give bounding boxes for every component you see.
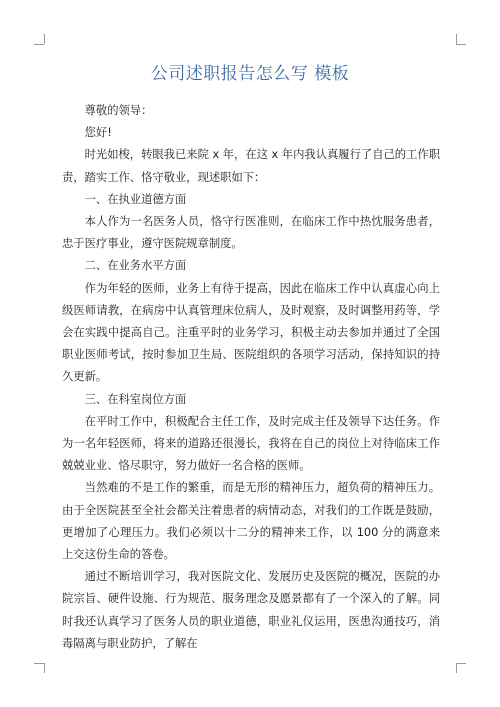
document-body bbox=[62, 100, 440, 655]
intro-paragraph: 时光如梭，转眼我已来院 x 年，在这 x 年内我认真履行了自己的工作职责，踏实工作、恪守敬业，现述职如下： bbox=[62, 148, 440, 184]
crop-mark-top-left bbox=[34, 44, 44, 45]
crop-mark-bottom-left bbox=[34, 663, 44, 664]
document-title: 公司述职报告怎么写 模板 bbox=[150, 64, 350, 84]
skills-paragraph: 作为年轻的医师，业务上有待于提高，因此在临床工作中认真虚心向上级医师请教，在病房中认真管理床位病人，及时观察，及时调整用药等，学会在实践中提高自己。注重平时的业务学习，积极主动去参加并通过了全国职业医师考试，按时参加卫生局、医院组织的各项学习活动，保持知识的持久更新。 bbox=[62, 281, 440, 384]
pressure-paragraph: 当然难的不是工作的繁重，而是无形的精神压力，超负荷的精神压力。由于全医院甚至全社会都关注着患者的病情动态，对我们的工作既是鼓励，更增加了心理压力。我们必须以十二分的精神来工作，以 100 分的满意来上交这份生命的答卷。 bbox=[62, 481, 440, 562]
crop-mark-top-right bbox=[456, 34, 457, 44]
post-paragraph: 在平时工作中，积极配合主任工作，及时完成主任及领导下达任务。作为一名年轻医师，将来的道路还很漫长，我将在自己的岗位上对待临床工作兢兢业业、恪尽职守，努力做好一名合格的医师。 bbox=[62, 414, 440, 473]
section-heading-post: 三、在科室岗位方面 bbox=[84, 392, 187, 406]
section-heading-ethics: 一、在执业道德方面 bbox=[84, 192, 187, 206]
crop-mark-bottom-right bbox=[456, 663, 466, 664]
training-paragraph: 通过不断培训学习，我对医院文化、发展历史及医院的概况，医院的办院宗旨、硬件设施、行为规范、服务理念及愿景都有了一个深入的了解。同时我还认真学习了医务人员的职业道德，职业礼仪运用，医患沟通技巧，消毒隔离与职业防护，了解在 bbox=[62, 570, 440, 650]
crop-mark-top-right bbox=[456, 44, 466, 45]
greeting: 您好! bbox=[84, 126, 112, 140]
crop-mark-bottom-left bbox=[44, 663, 45, 673]
section-heading-skills: 二、在业务水平方面 bbox=[84, 259, 187, 273]
ethics-paragraph: 本人作为一名医务人员，恪守行医准则，在临床工作中热忱服务患者，忠于医疗事业，遵守医院规章制度。 bbox=[62, 215, 440, 251]
salutation: 尊敬的领导： bbox=[84, 104, 153, 117]
crop-mark-top-left bbox=[44, 34, 45, 44]
crop-mark-bottom-right bbox=[456, 663, 457, 673]
